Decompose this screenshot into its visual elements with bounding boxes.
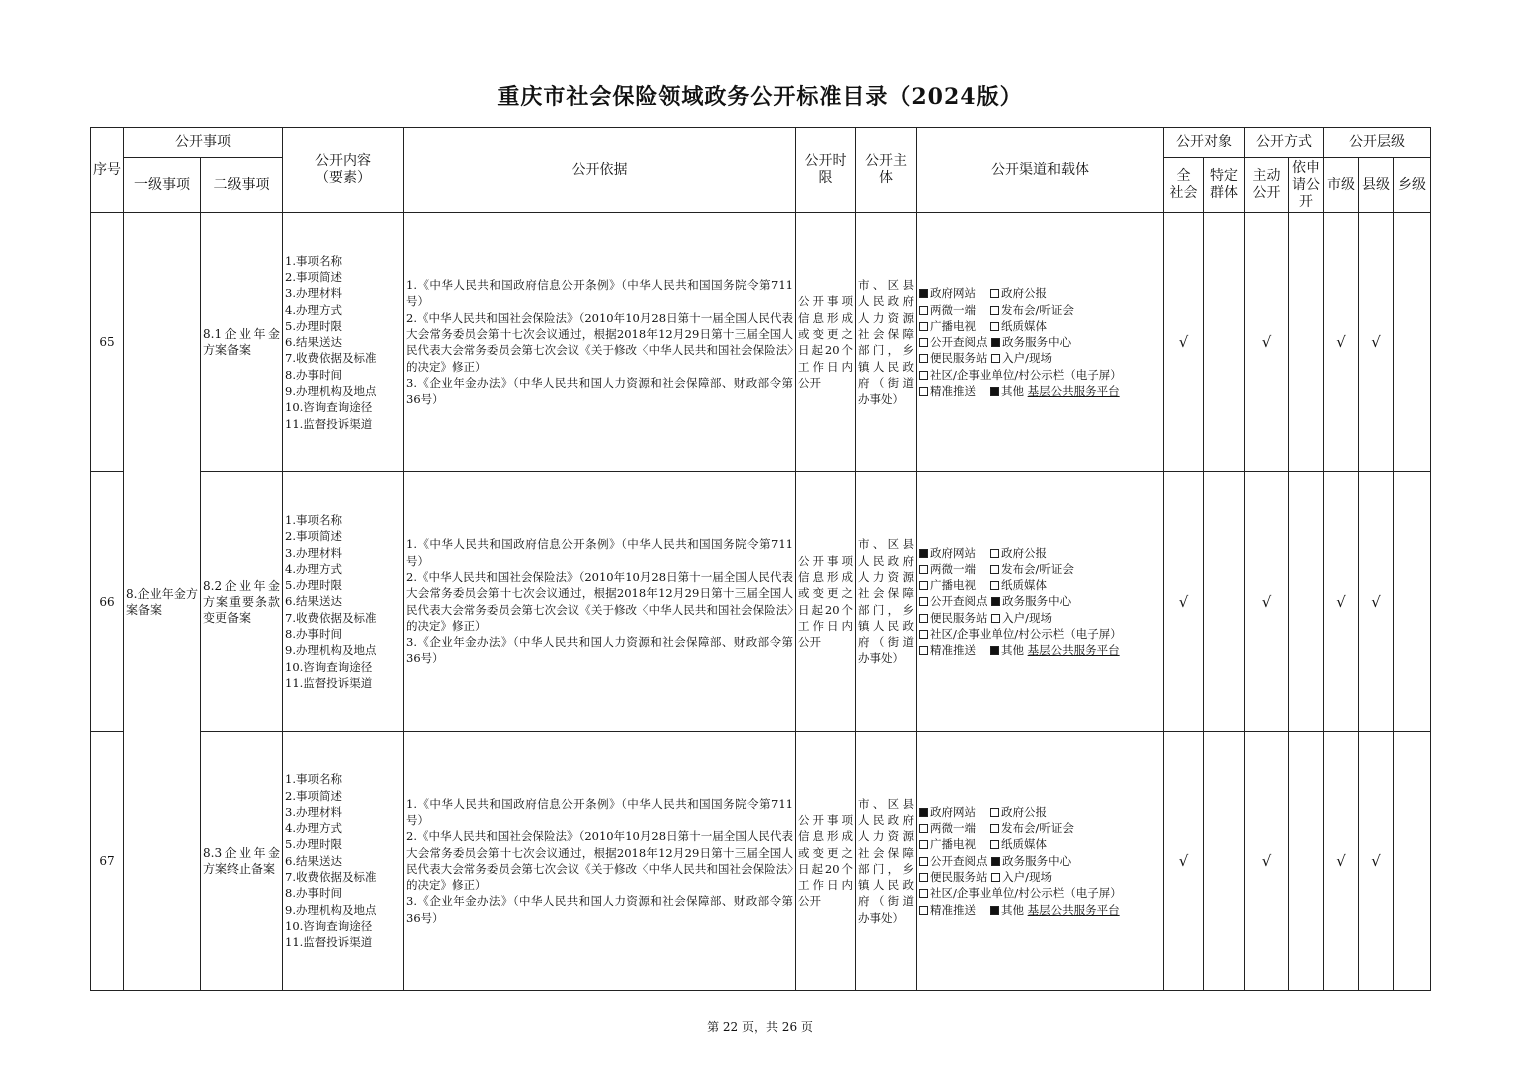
unchecked-box-icon xyxy=(990,581,999,590)
checked-box-icon xyxy=(990,387,999,396)
deadline-cell: 公开事项信息形成或变更之日起20个工作日内公开 xyxy=(796,731,856,990)
element-item: 11.监督投诉渠道 xyxy=(285,675,373,690)
target-group-mark xyxy=(1204,731,1245,990)
level2-cell: 8.3企业年金方案终止备案 xyxy=(201,731,283,990)
method-active-mark: √ xyxy=(1245,213,1289,472)
element-item: 2.事项简述 xyxy=(285,788,342,803)
channel-cell: 政府网站 政府公报 两微一端 发布会/听证会 广播电视 纸质媒体 公开查阅点 政务服务中心 便民服务站 入户/现场 社区/企事业单位/村公示栏（电子屏） 精准推送 其他 基层公共服务平台 xyxy=(917,213,1164,472)
element-item: 7.收费依据及标准 xyxy=(285,869,377,884)
unchecked-box-icon xyxy=(990,306,999,315)
header-target-all: 全 社会 xyxy=(1164,158,1204,213)
element-item: 10.咨询查询途径 xyxy=(285,659,373,674)
unchecked-box-icon xyxy=(991,873,1000,882)
header-method-active: 主动 公开 xyxy=(1245,158,1289,213)
level-county-mark: √ xyxy=(1359,213,1394,472)
page-footer: 第 22 页，共 26 页 xyxy=(707,1020,813,1034)
unchecked-box-icon xyxy=(990,808,999,817)
element-item: 2.事项简述 xyxy=(285,529,342,544)
elements-cell xyxy=(283,213,404,472)
unchecked-box-icon xyxy=(919,387,928,396)
subject-cell: 市、区县人民政府人力资源社会保障部门，乡镇人民政府（街道办事处） xyxy=(856,731,917,990)
checked-box-icon xyxy=(990,906,999,915)
element-item: 4.办理方式 xyxy=(285,561,342,576)
table-row xyxy=(91,731,1431,990)
unchecked-box-icon xyxy=(990,549,999,558)
unchecked-box-icon xyxy=(919,306,928,315)
header-target: 公开对象 xyxy=(1164,128,1245,158)
channel-cell: 政府网站 政府公报 两微一端 发布会/听证会 广播电视 纸质媒体 公开查阅点 政务服务中心 便民服务站 入户/现场 社区/企事业单位/村公示栏（电子屏） 精准推送 其他 基层公共服务平台 xyxy=(917,731,1164,990)
unchecked-box-icon xyxy=(919,354,928,363)
element-item: 7.收费依据及标准 xyxy=(285,610,377,625)
element-item: 6.结果送达 xyxy=(285,594,342,609)
element-item: 1.事项名称 xyxy=(285,253,342,268)
basis-cell: 1.《中华人民共和国政府信息公开条例》（中华人民共和国国务院令第711号） 2.《中华人民共和国社会保险法》（2010年10月28日第十一届全国人民代表大会常务委员会第十七次会议通过，根据2018年12月29日第十三届全国人民代表大会常务委员会第七次会议《关于修改〈中华人民共和国社会保险法〉的决定》修正） 3.《企业年金办法》（中华人民共和国人力资源和社会保障部、财政部令第36号） xyxy=(404,731,796,990)
elements-cell xyxy=(283,472,404,731)
level-city-mark: √ xyxy=(1324,472,1359,731)
checked-box-icon xyxy=(991,857,1000,866)
element-item: 6.结果送达 xyxy=(285,335,342,350)
seq-cell: 67 xyxy=(91,731,124,990)
element-item: 10.咨询查询途径 xyxy=(285,918,373,933)
target-group-mark xyxy=(1204,213,1245,472)
element-item: 8.办事时间 xyxy=(285,886,342,901)
seq-cell: 65 xyxy=(91,213,124,472)
unchecked-box-icon xyxy=(919,630,928,639)
element-item: 10.咨询查询途径 xyxy=(285,400,373,415)
element-item: 11.监督投诉渠道 xyxy=(285,935,373,950)
method-apply-mark xyxy=(1289,731,1324,990)
target-all-mark: √ xyxy=(1164,472,1204,731)
page-title: 重庆市社会保险领域政务公开标准目录（2024版） xyxy=(497,84,1023,110)
element-item: 6.结果送达 xyxy=(285,853,342,868)
deadline-cell: 公开事项信息形成或变更之日起20个工作日内公开 xyxy=(796,472,856,731)
header-level: 公开层级 xyxy=(1324,128,1431,158)
basis-cell: 1.《中华人民共和国政府信息公开条例》（中华人民共和国国务院令第711号） 2.《中华人民共和国社会保险法》（2010年10月28日第十一届全国人民代表大会常务委员会第十七次会议通过，根据2018年12月29日第十三届全国人民代表大会常务委员会第七次会议《关于修改〈中华人民共和国社会保险法〉的决定》修正） 3.《企业年金办法》（中华人民共和国人力资源和社会保障部、财政部令第36号） xyxy=(404,213,796,472)
element-item: 9.办理机构及地点 xyxy=(285,902,377,917)
unchecked-box-icon xyxy=(919,338,928,347)
checked-box-icon xyxy=(991,338,1000,347)
element-item: 5.办理时限 xyxy=(285,318,342,333)
level-city-mark: √ xyxy=(1324,213,1359,472)
method-apply-mark xyxy=(1289,472,1324,731)
element-item: 1.事项名称 xyxy=(285,772,342,787)
seq-cell: 66 xyxy=(91,472,124,731)
element-item: 4.办理方式 xyxy=(285,821,342,836)
unchecked-box-icon xyxy=(919,614,928,623)
method-active-mark: √ xyxy=(1245,731,1289,990)
level-county-mark: √ xyxy=(1359,472,1394,731)
subject-cell: 市、区县人民政府人力资源社会保障部门，乡镇人民政府（街道办事处） xyxy=(856,213,917,472)
unchecked-box-icon xyxy=(990,322,999,331)
header-target-group: 特定 群体 xyxy=(1204,158,1245,213)
method-active-mark: √ xyxy=(1245,472,1289,731)
element-item: 5.办理时限 xyxy=(285,578,342,593)
unchecked-box-icon xyxy=(919,840,928,849)
level2-cell: 8.1企业年金方案备案 xyxy=(201,213,283,472)
checked-box-icon xyxy=(919,808,928,817)
unchecked-box-icon xyxy=(990,824,999,833)
level1-cell: 8.企业年金方案备案 xyxy=(124,213,201,991)
elements-cell xyxy=(283,731,404,990)
target-group-mark xyxy=(1204,472,1245,731)
element-item: 7.收费依据及标准 xyxy=(285,351,377,366)
header-level-county: 县级 xyxy=(1359,158,1394,213)
element-item: 8.办事时间 xyxy=(285,626,342,641)
level-city-mark: √ xyxy=(1324,731,1359,990)
level-county-mark: √ xyxy=(1359,731,1394,990)
header-method-apply: 依申 请公 开 xyxy=(1289,158,1324,213)
header-level1: 一级事项 xyxy=(124,158,201,213)
unchecked-box-icon xyxy=(919,824,928,833)
element-item: 11.监督投诉渠道 xyxy=(285,416,373,431)
level-town-mark xyxy=(1394,213,1431,472)
checked-box-icon xyxy=(990,646,999,655)
element-item: 3.办理材料 xyxy=(285,804,342,819)
unchecked-box-icon xyxy=(919,371,928,380)
table-row xyxy=(91,472,1431,731)
header-level2: 二级事项 xyxy=(201,158,283,213)
unchecked-box-icon xyxy=(919,873,928,882)
element-item: 3.办理材料 xyxy=(285,545,342,560)
header-subject: 公开主 体 xyxy=(856,128,917,213)
element-item: 4.办理方式 xyxy=(285,302,342,317)
deadline-cell: 公开事项信息形成或变更之日起20个工作日内公开 xyxy=(796,213,856,472)
target-all-mark: √ xyxy=(1164,731,1204,990)
unchecked-box-icon xyxy=(919,646,928,655)
unchecked-box-icon xyxy=(919,597,928,606)
unchecked-box-icon xyxy=(919,322,928,331)
table-row xyxy=(91,213,1431,472)
header-method: 公开方式 xyxy=(1245,128,1324,158)
unchecked-box-icon xyxy=(919,906,928,915)
subject-cell: 市、区县人民政府人力资源社会保障部门，乡镇人民政府（街道办事处） xyxy=(856,472,917,731)
element-item: 5.办理时限 xyxy=(285,837,342,852)
unchecked-box-icon xyxy=(990,289,999,298)
method-apply-mark xyxy=(1289,213,1324,472)
unchecked-box-icon xyxy=(919,581,928,590)
element-item: 9.办理机构及地点 xyxy=(285,643,377,658)
level2-cell: 8.2企业年金方案重要条款变更备案 xyxy=(201,472,283,731)
checked-box-icon xyxy=(991,597,1000,606)
unchecked-box-icon xyxy=(919,857,928,866)
header-seq: 序号 xyxy=(91,128,124,213)
element-item: 3.办理材料 xyxy=(285,286,342,301)
unchecked-box-icon xyxy=(990,565,999,574)
channel-cell: 政府网站 政府公报 两微一端 发布会/听证会 广播电视 纸质媒体 公开查阅点 政务服务中心 便民服务站 入户/现场 社区/企事业单位/村公示栏（电子屏） 精准推送 其他 基层公共服务平台 xyxy=(917,472,1164,731)
unchecked-box-icon xyxy=(919,565,928,574)
catalog-table xyxy=(90,127,1431,991)
unchecked-box-icon xyxy=(919,889,928,898)
element-item: 1.事项名称 xyxy=(285,512,342,527)
unchecked-box-icon xyxy=(990,840,999,849)
element-item: 2.事项简述 xyxy=(285,269,342,284)
unchecked-box-icon xyxy=(991,354,1000,363)
header-content: 公开内容 （要素） xyxy=(283,128,404,213)
header-matter: 公开事项 xyxy=(124,128,283,158)
checked-box-icon xyxy=(919,549,928,558)
level-town-mark xyxy=(1394,731,1431,990)
element-item: 9.办理机构及地点 xyxy=(285,383,377,398)
level-town-mark xyxy=(1394,472,1431,731)
header-deadline: 公开时 限 xyxy=(796,128,856,213)
basis-cell: 1.《中华人民共和国政府信息公开条例》（中华人民共和国国务院令第711号） 2.《中华人民共和国社会保险法》（2010年10月28日第十一届全国人民代表大会常务委员会第十七次会议通过，根据2018年12月29日第十三届全国人民代表大会常务委员会第七次会议《关于修改〈中华人民共和国社会保险法〉的决定》修正） 3.《企业年金办法》（中华人民共和国人力资源和社会保障部、财政部令第36号） xyxy=(404,472,796,731)
target-all-mark: √ xyxy=(1164,213,1204,472)
unchecked-box-icon xyxy=(991,614,1000,623)
header-level-town: 乡级 xyxy=(1394,158,1431,213)
header-channel: 公开渠道和载体 xyxy=(917,128,1164,213)
element-item: 8.办事时间 xyxy=(285,367,342,382)
header-basis: 公开依据 xyxy=(404,128,796,213)
header-level-city: 市级 xyxy=(1324,158,1359,213)
checked-box-icon xyxy=(919,289,928,298)
table-body xyxy=(91,213,1431,991)
